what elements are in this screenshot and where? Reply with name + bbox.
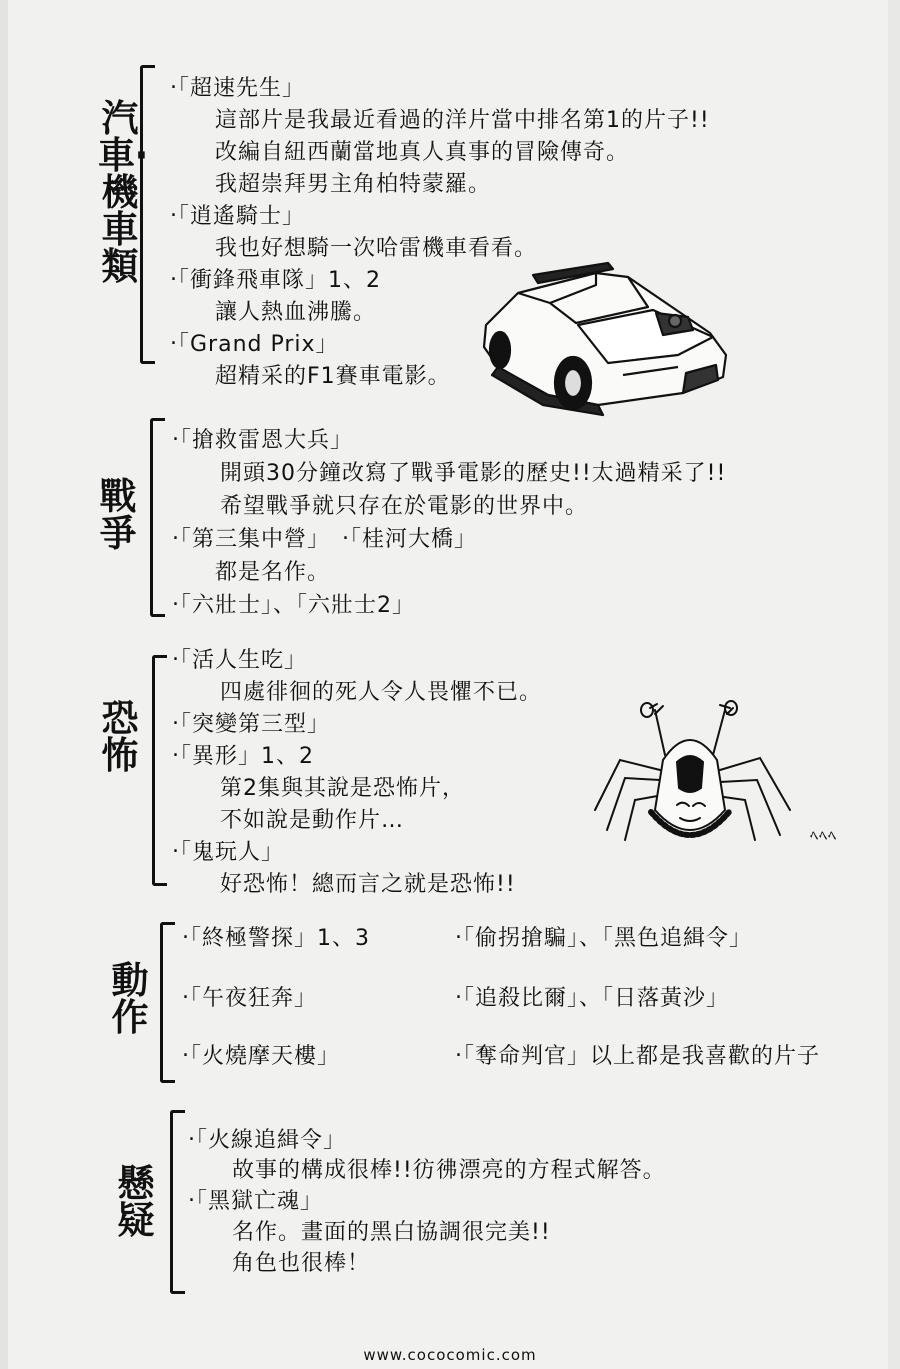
movie-title: ‧「奪命判官」以上都是我喜歡的片子 bbox=[455, 1044, 820, 1069]
movie-title: ‧「火線追緝令」 bbox=[188, 1128, 346, 1153]
movie-title: ‧「追殺比爾」、「日落黃沙」 bbox=[455, 986, 729, 1011]
section-bracket bbox=[140, 65, 155, 364]
movie-comment: 第2集與其說是恐怖片， bbox=[220, 776, 465, 801]
footer-watermark: www.cococomic.com bbox=[363, 1346, 537, 1364]
category-label: 懸疑 bbox=[117, 1162, 155, 1242]
page-binding bbox=[888, 0, 900, 1369]
section-bracket bbox=[170, 1110, 185, 1294]
movie-title: ‧「衝鋒飛車隊」1、2 bbox=[170, 268, 381, 293]
category-label: 動作 bbox=[111, 959, 149, 1039]
movie-title: ‧「第三集中營」 ‧「桂河大橋」 bbox=[172, 527, 477, 552]
movie-title: ‧「逍遙騎士」 bbox=[170, 204, 305, 229]
movie-title: ‧「終極警探」1、3 bbox=[182, 926, 370, 951]
movie-title: ‧「鬼玩人」 bbox=[172, 840, 284, 865]
movie-comment: 故事的構成很棒!!彷彿漂亮的方程式解答。 bbox=[232, 1158, 666, 1183]
movie-comment: 不如說是動作片… bbox=[220, 808, 405, 833]
section-bracket bbox=[160, 922, 175, 1083]
movie-comment: 四處徘徊的死人令人畏懼不已。 bbox=[220, 680, 543, 705]
movie-title: ‧「Grand Prix」 bbox=[170, 332, 339, 357]
movie-comment: 超精采的F1賽車電影。 bbox=[215, 364, 451, 389]
movie-comment: 開頭30分鐘改寫了戰爭電影的歷史!!太過精采了!! bbox=[220, 461, 727, 486]
movie-title: ‧「突變第三型」 bbox=[172, 712, 330, 737]
movie-title: ‧「異形」1、2 bbox=[172, 744, 314, 769]
category-label: 汽車‧機車類 bbox=[98, 97, 148, 288]
category-label: 戰爭 bbox=[99, 475, 137, 555]
movie-title: ‧「火燒摩天樓」 bbox=[182, 1044, 340, 1069]
movie-title: ‧「搶救雷恩大兵」 bbox=[172, 428, 353, 453]
movie-comment: 我超崇拜男主角柏特蒙羅。 bbox=[215, 172, 492, 197]
movie-comment: 角色也很棒！ bbox=[232, 1251, 371, 1276]
movie-comment: 我也好想騎一次哈雷機車看看。 bbox=[215, 236, 538, 261]
movie-comment: 都是名作。 bbox=[215, 560, 331, 585]
sound-effect: ﾍﾍﾍ bbox=[810, 826, 838, 845]
movie-title: ‧「活人生吃」 bbox=[172, 648, 307, 673]
section-bracket bbox=[152, 655, 167, 886]
movie-title: ‧「超速先生」 bbox=[170, 76, 305, 101]
category-label: 恐怖 bbox=[101, 697, 139, 777]
sports-car-illustration bbox=[478, 255, 733, 420]
page-edge bbox=[0, 0, 8, 1369]
movie-comment: 名作。畫面的黑白協調很完美!! bbox=[232, 1220, 551, 1245]
movie-comment: 改編自紐西蘭當地真人真事的冒險傳奇。 bbox=[215, 140, 630, 165]
section-bracket bbox=[150, 418, 165, 617]
movie-comment: 希望戰爭就只存在於電影的世界中。 bbox=[220, 494, 589, 519]
movie-title: ‧「偷拐搶騙」、「黑色追緝令」 bbox=[455, 926, 752, 951]
movie-title: ‧「六壯士」、「六壯士2」 bbox=[172, 593, 415, 618]
spider-head-creature-illustration bbox=[585, 700, 805, 870]
movie-title: ‧「黑獄亡魂」 bbox=[188, 1189, 323, 1214]
movie-comment: 讓人熱血沸騰。 bbox=[215, 300, 377, 325]
movie-title: ‧「午夜狂奔」 bbox=[182, 986, 317, 1011]
movie-comment: 這部片是我最近看過的洋片當中排名第1的片子!! bbox=[215, 108, 710, 133]
movie-comment: 好恐怖！總而言之就是恐怖!! bbox=[220, 872, 516, 897]
